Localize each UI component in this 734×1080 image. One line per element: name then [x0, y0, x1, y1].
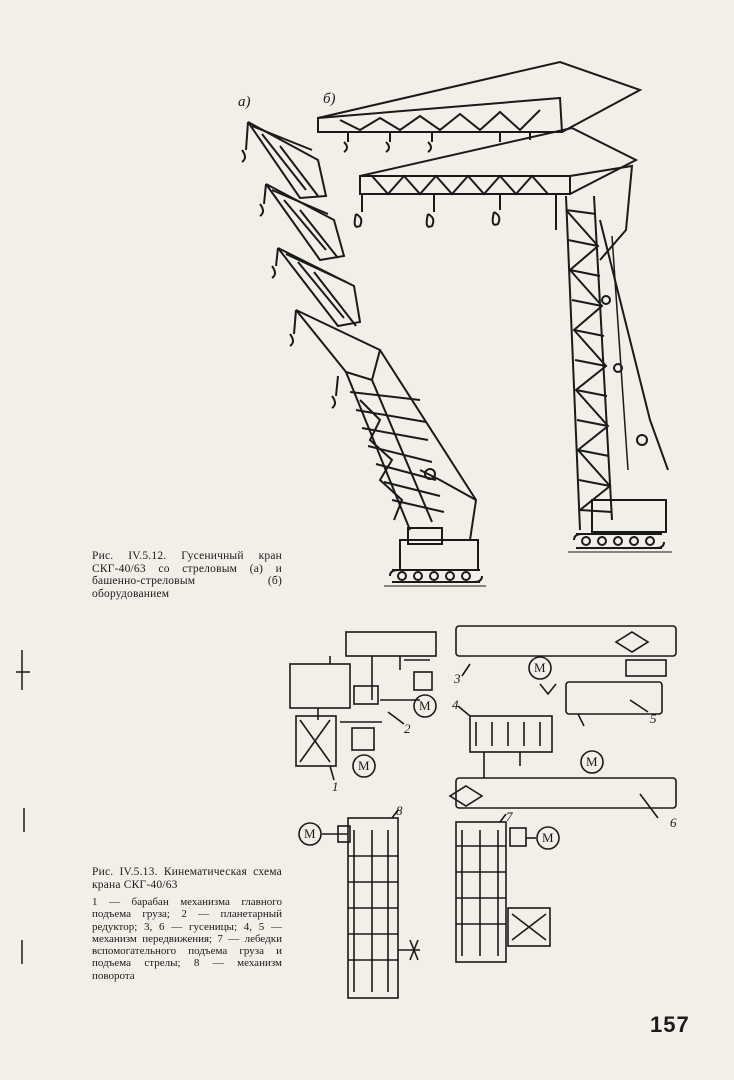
crane-b-tower [566, 196, 668, 530]
crane-a-boom-main [290, 310, 476, 540]
callout-3: 3 [454, 671, 461, 686]
callout-7: 7 [506, 809, 513, 824]
callout-2: 2 [404, 721, 411, 736]
callout-6: 6 [670, 815, 677, 830]
figure-caption-crane: Рис. IV.5.12. Гусеничный кран СКГ-40/63 со стреловым (а) и башенно-стреловым (б) оборудованием [92, 550, 282, 600]
page-number: 157 [650, 1012, 690, 1037]
callout-1: 1 [332, 779, 339, 794]
motor-label-6: М [542, 830, 554, 845]
motor-label-2: М [358, 758, 370, 773]
panel-label-a: а) [238, 94, 251, 110]
crane-a-boom-variant-2 [260, 184, 344, 260]
margin-marks [16, 650, 30, 964]
crane-a-boom-variant-1 [242, 122, 326, 198]
figure-caption-kinematic: Рис. IV.5.13. Кинематическая схема крана СКГ-40/63 [92, 866, 282, 891]
motor-label-3: М [534, 660, 546, 675]
motor-label-1: М [419, 698, 431, 713]
callout-8: 8 [396, 803, 403, 818]
motor-label-5: М [304, 826, 316, 841]
motor-label-4: М [586, 754, 598, 769]
callout-4: 4 [452, 697, 459, 712]
kinematic-scheme [290, 626, 676, 998]
callout-5: 5 [650, 711, 657, 726]
figure-legend-kinematic: 1 — барабан механизма главного подъема груза; 2 — планетарный редуктор; 3, 6 — гусеницы; 4, 5 — механизм передвижения; 7 — лебедки вспомогательного подъема груза и подъема стрелы; 8 — механизм поворота [92, 896, 282, 982]
crane-a-boom-variant-3 [272, 248, 360, 326]
panel-label-b: б) [323, 91, 336, 107]
